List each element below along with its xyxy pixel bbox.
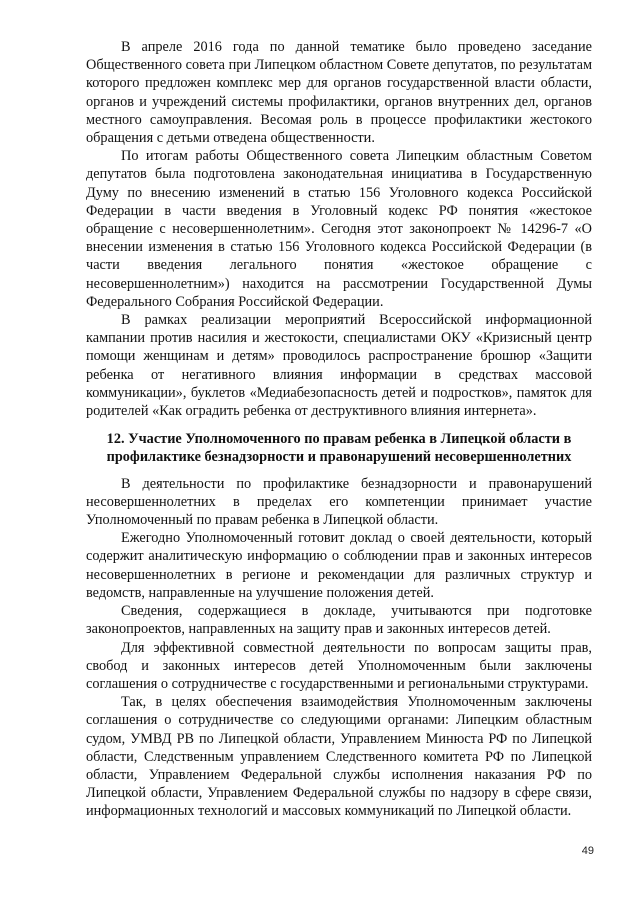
paragraph: В апреле 2016 года по данной тематике было проведено заседание Общественного совета при Липецком областном Совете депутатов, по результатам которого предложен комплекс мер для органов государственной власти области, органов и учреждений системы профилактики, органов внутренних дел, органов местного самоуправления. Весомая роль в процессе профилактики жестокого обращения с детьми отведена общественности. — [86, 39, 592, 147]
paragraph: По итогам работы Общественного совета Липецким областным Советом депутатов была подготовлена законодательная инициатива в Государственную Думу по внесению изменений в статью 156 Уголовного кодекса Российской Федерации в части введения в Уголовный кодекс РФ понятия «жестокое обращение с несовершеннолетним». Сегодня этот законопроект № 14296-7 «О внесении изменения в статью 156 Уголовного кодекса Российской Федерации (в части введения легального понятия «жестокое обращение с несовершеннолетним») находится на рассмотрении Государственной Думы Федерального Собрания Российской Федерации. — [86, 148, 592, 310]
section-heading: 12. Участие Уполномоченного по правам ребенка в Липецкой области в профилактике безнадзорности и правонарушений несовершеннолетних — [106, 431, 572, 466]
paragraph: В деятельности по профилактике безнадзорности и правонарушений несовершеннолетних в пределах его компетенции принимает участие Уполномоченный по правам ребенка в Липецкой области. — [86, 475, 592, 529]
paragraph: Ежегодно Уполномоченный готовит доклад о своей деятельности, который содержит аналитическую информацию о соблюдении прав и законных интересов несовершеннолетних в регионе и рекомендации для различных структур и ведомств, направленные на улучшение положения детей. — [86, 530, 592, 601]
paragraph: Для эффективной совместной деятельности по вопросам защиты прав, свобод и законных интересов детей Уполномоченным были заключены соглашения о сотрудничестве с государственными и региональными структурами. — [86, 639, 592, 692]
paragraph: Сведения, содержащиеся в докладе, учитываются при подготовке законопроектов, направленных на защиту прав и законных интересов детей. — [86, 603, 592, 638]
paragraph: В рамках реализации мероприятий Всероссийской информационной кампании против насилия и жестокости, специалистами ОКУ «Кризисный центр помощи женщинам и детям» проводилось распространение брошюр «Защити ребенка от негативного влияния информации в средствах массовой коммуникации», буклетов «Медиабезопасность детей и подростков», памяток для родителей «Как оградить ребенка от деструктивного влияния интернета». — [86, 312, 592, 420]
page-number: 49 — [581, 845, 594, 857]
page-content — [86, 38, 592, 821]
paragraph: Так, в целях обеспечения взаимодействия Уполномоченным заключены соглашения о сотрудничестве со следующими органами: Липецким областным судом, УМВД РВ по Липецкой области, Управлением Минюста РФ по Липецкой области, Следственным управлением Следственного комитета РФ по Липецкой области, Управлением Федеральной службы исполнения наказания РФ по Липецкой области, Управлением Федеральной службы по надзору в сфере связи, информационных технологий и массовых коммуникаций по Липецкой области. — [86, 694, 592, 820]
